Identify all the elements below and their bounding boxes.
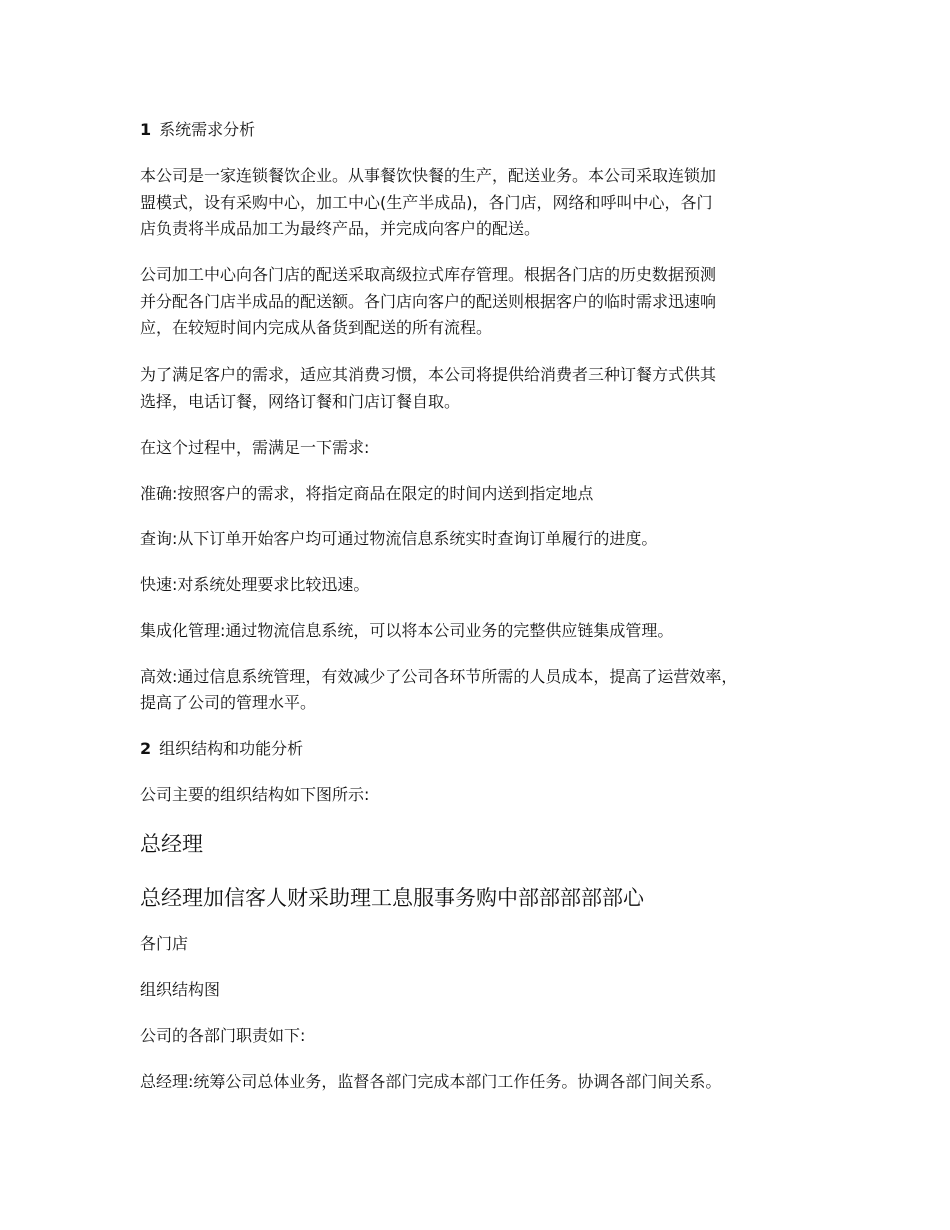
requirement-efficient-line-1: 高效:通过信息系统管理，有效减少了公司各环节所需的人员成本，提高了运营效率， [140, 667, 738, 686]
para2-line-3: 应，在较短时间内完成从备货到配送的所有流程。 [140, 318, 493, 337]
requirement-accurate: 准确:按照客户的需求，将指定商品在限定的时间内送到指定地点 [140, 484, 594, 503]
requirement-fast: 快速:对系统处理要求比较迅速。 [140, 575, 370, 594]
para1-line-2: 盟模式，设有采购中心，加工中心(生产半成品)，各门店，网络和呼叫中心，各门 [140, 193, 713, 212]
requirement-query: 查询:从下订单开始客户均可通过物流信息系统实时查询订单履行的进度。 [140, 529, 658, 548]
para4: 在这个过程中，需满足一下需求: [140, 438, 370, 457]
section-1-heading [140, 120, 255, 140]
org-departments-row: 总经理加信客人财采助理工息服事务购中部部部部部心 [140, 886, 644, 910]
section-2-title: 组织结构和功能分析 [159, 739, 304, 758]
para3-line-1: 为了满足客户的需求，适应其消费习惯，本公司将提供给消费者三种订餐方式供其 [140, 365, 717, 384]
org-intro: 公司主要的组织结构如下图所示: [140, 785, 370, 804]
section-2-heading [140, 739, 303, 759]
requirement-integrated: 集成化管理:通过物流信息系统，可以将本公司业务的完整供应链集成管理。 [140, 621, 674, 640]
requirement-efficient-line-2: 提高了公司的管理水平。 [140, 693, 317, 712]
para1-line-3: 店负责将半成品加工为最终产品，并完成向客户的配送。 [140, 219, 541, 238]
duty-general-manager: 总经理:统筹公司总体业务，监督各部门完成本部门工作任务。协调各部门间关系。 [140, 1072, 722, 1091]
org-chart-caption: 组织结构图 [140, 980, 221, 999]
org-stores-node: 各门店 [140, 934, 189, 953]
para3-line-2: 选择，电话订餐，网络订餐和门店订餐自取。 [140, 392, 461, 411]
section-1-number: 1 [140, 120, 152, 139]
section-2-number: 2 [140, 739, 152, 758]
section-1-title: 系统需求分析 [159, 120, 256, 139]
para2-line-2: 并分配各门店半成品的配送额。各门店向客户的配送则根据客户的临时需求迅速响 [140, 292, 717, 311]
duties-intro: 公司的各部门职责如下: [140, 1026, 306, 1045]
para1-line-1: 本公司是一家连锁餐饮企业。从事餐饮快餐的生产，配送业务。本公司采取连锁加 [140, 166, 717, 185]
para2-line-1: 公司加工中心向各门店的配送采取高级拉式库存管理。根据各门店的历史数据预测 [140, 265, 717, 284]
org-top-node: 总经理 [140, 832, 203, 856]
